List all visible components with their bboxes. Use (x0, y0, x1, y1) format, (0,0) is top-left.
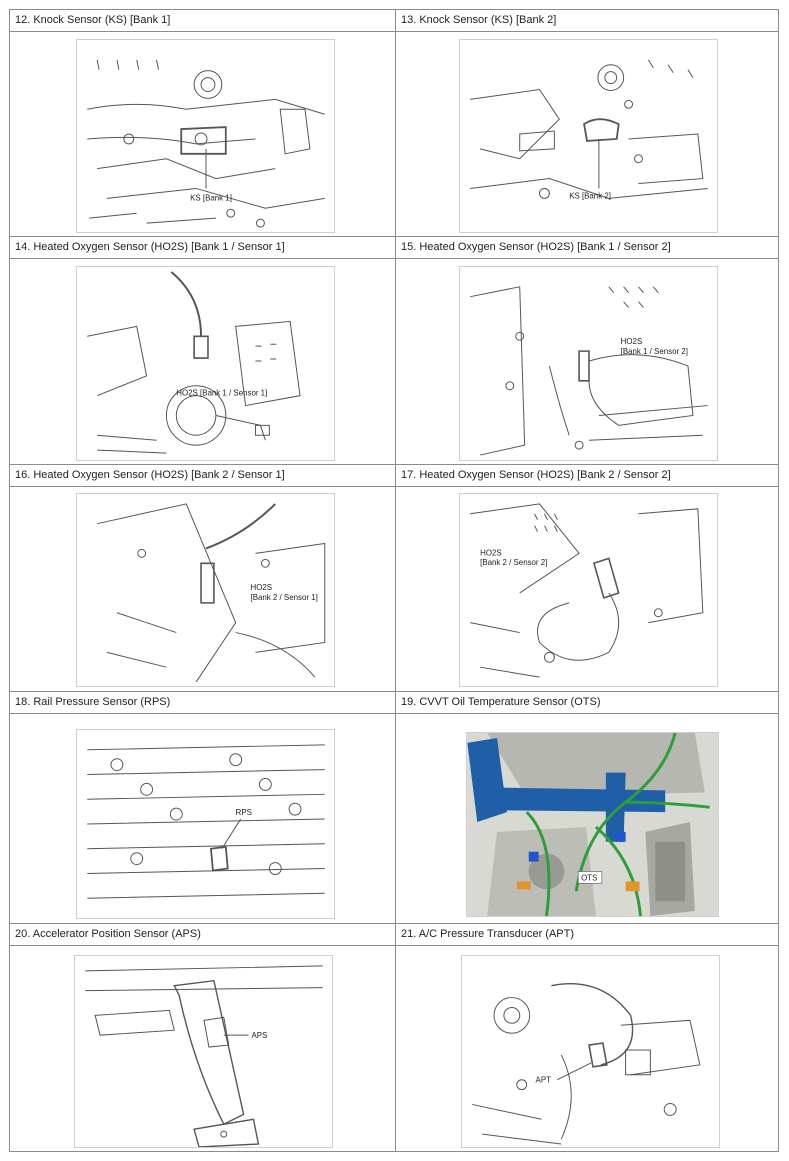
knock-sensor-bank2-illustration (459, 39, 718, 233)
engine-line-drawing (77, 40, 334, 232)
column-divider (395, 10, 396, 1151)
callout-label: KS [Bank 1] (190, 193, 232, 203)
ac-pressure-transducer-illustration (461, 955, 720, 1148)
callout-label: HO2S [Bank 1 / Sensor 1] (176, 388, 268, 398)
callout-label: [Bank 1 / Sensor 2] (620, 347, 688, 357)
callout-label: HO2S (480, 548, 502, 558)
callout-label: [Bank 2 / Sensor 2] (480, 558, 548, 568)
accelerator-pedal-illustration (74, 955, 333, 1148)
engine-line-drawing (460, 267, 717, 460)
section-title: 15. Heated Oxygen Sensor (HO2S) [Bank 1 / Sensor 2] (396, 237, 778, 259)
ho2s-bank2-sensor1-illustration (76, 493, 335, 687)
callout-label: HO2S (620, 337, 643, 347)
engine-line-drawing (77, 494, 334, 686)
callout-label: KS [Bank 2] (569, 191, 611, 201)
ho2s-bank1-sensor1-illustration (76, 266, 335, 461)
sensor-table (9, 9, 779, 1152)
section-title: 12. Knock Sensor (KS) [Bank 1] (10, 10, 395, 32)
engine-photo-render (467, 733, 718, 916)
section-title: 21. A/C Pressure Transducer (APT) (396, 924, 778, 946)
section-title: 13. Knock Sensor (KS) [Bank 2] (396, 10, 778, 32)
knock-sensor-bank1-illustration (76, 39, 335, 233)
section-title: 19. CVVT Oil Temperature Sensor (OTS) (396, 692, 778, 714)
section-title: 18. Rail Pressure Sensor (RPS) (10, 692, 395, 714)
section-title: 17. Heated Oxygen Sensor (HO2S) [Bank 2 / Sensor 2] (396, 465, 778, 487)
rail-pressure-sensor-illustration (76, 729, 335, 919)
callout-label: APS (251, 1031, 268, 1041)
callout-label: [Bank 2 / Sensor 1] (250, 592, 318, 602)
callout-label: APT (535, 1075, 551, 1085)
engine-line-drawing (77, 267, 334, 460)
engine-line-drawing (460, 494, 717, 686)
engine-line-drawing (77, 730, 334, 918)
callout-label: RPS (235, 808, 252, 818)
ho2s-bank2-sensor2-illustration (459, 493, 718, 687)
engine-line-drawing (460, 40, 717, 232)
callout-label: HO2S (250, 583, 273, 592)
callout-label: OTS (581, 873, 598, 883)
engine-line-drawing (462, 956, 719, 1147)
section-title: 20. Accelerator Position Sensor (APS) (10, 924, 395, 946)
pedal-line-drawing (75, 956, 332, 1147)
ho2s-bank1-sensor2-illustration (459, 266, 718, 461)
cvvt-ots-photo (466, 732, 719, 917)
section-title: 14. Heated Oxygen Sensor (HO2S) [Bank 1 / Sensor 1] (10, 237, 395, 259)
section-title: 16. Heated Oxygen Sensor (HO2S) [Bank 2 / Sensor 1] (10, 465, 395, 487)
